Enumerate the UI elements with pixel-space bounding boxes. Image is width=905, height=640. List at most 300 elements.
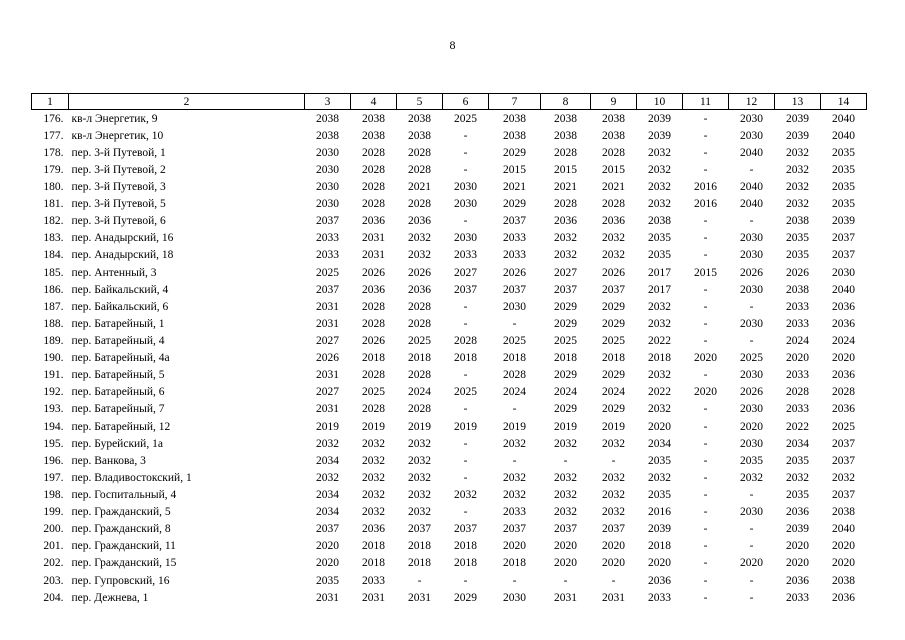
- year-cell: -: [703, 369, 708, 382]
- year-cell: 2032: [786, 471, 809, 484]
- year-cell: 2020: [648, 420, 671, 433]
- year-cell: 2024: [786, 334, 809, 347]
- year-cell: -: [703, 420, 708, 433]
- year-cell: 2032: [503, 437, 526, 450]
- year-cell: 2040: [832, 283, 855, 296]
- year-cell: 2030: [832, 266, 855, 279]
- year-cell: 2038: [316, 129, 339, 142]
- year-cell: -: [703, 334, 708, 347]
- year-cell: 2032: [602, 506, 625, 519]
- address-cell: пер. Ванкова, 3: [71, 454, 146, 467]
- year-cell: 2035: [832, 163, 855, 176]
- address-cell: пер. Гупровский, 16: [71, 574, 170, 587]
- year-cell: 2032: [786, 163, 809, 176]
- address-cell: пер. Батарейный, 4: [71, 334, 165, 347]
- year-cell: 2020: [316, 540, 339, 553]
- year-cell: 2028: [362, 403, 385, 416]
- address-cell: пер. Анадырский, 16: [71, 232, 174, 245]
- year-cell: 2036: [832, 317, 855, 330]
- year-cell: 2025: [408, 334, 431, 347]
- year-cell: 2025: [554, 334, 577, 347]
- year-cell: 2033: [316, 232, 339, 245]
- year-cell: -: [463, 454, 468, 467]
- year-cell: 2022: [786, 420, 809, 433]
- year-cell: 2038: [786, 215, 809, 228]
- table-row: [32, 538, 867, 555]
- year-cell: 2037: [408, 523, 431, 536]
- year-cell: -: [703, 506, 708, 519]
- year-cell: 2039: [648, 112, 671, 125]
- year-cell: 2028: [362, 369, 385, 382]
- year-cell: 2037: [454, 283, 477, 296]
- year-cell: 2032: [832, 471, 855, 484]
- year-cell: 2032: [602, 437, 625, 450]
- year-cell: -: [463, 129, 468, 142]
- year-cell: 2027: [454, 266, 477, 279]
- year-cell: 2034: [786, 437, 809, 450]
- year-cell: 2021: [602, 180, 625, 193]
- address-cell: пер. Батарейный, 7: [71, 403, 165, 416]
- year-cell: 2039: [832, 215, 855, 228]
- year-cell: 2031: [316, 300, 339, 313]
- year-cell: 2032: [362, 454, 385, 467]
- year-cell: 2020: [554, 557, 577, 570]
- year-cell: -: [749, 591, 754, 604]
- year-cell: 2024: [408, 386, 431, 399]
- year-cell: 2035: [648, 232, 671, 245]
- year-cell: 2027: [554, 266, 577, 279]
- year-cell: 2021: [554, 180, 577, 193]
- year-cell: 2035: [786, 488, 809, 501]
- year-cell: -: [703, 300, 708, 313]
- year-cell: 2038: [648, 215, 671, 228]
- year-cell: 2037: [602, 283, 625, 296]
- year-cell: 2033: [454, 249, 477, 262]
- year-cell: 2020: [503, 540, 526, 553]
- year-cell: 2028: [362, 300, 385, 313]
- table-row: [32, 230, 867, 247]
- address-cell: пер. 3-й Путевой, 6: [71, 215, 166, 228]
- year-cell: 2025: [740, 352, 763, 365]
- year-cell: -: [463, 369, 468, 382]
- table-row: [32, 196, 867, 213]
- year-cell: 2038: [408, 112, 431, 125]
- year-cell: 2028: [554, 198, 577, 211]
- year-cell: 2033: [503, 506, 526, 519]
- year-cell: 2018: [362, 540, 385, 553]
- column-header-3: 3: [305, 94, 351, 110]
- year-cell: -: [703, 437, 708, 450]
- address-cell: пер. Батарейный, 4а: [71, 352, 170, 365]
- year-cell: 2032: [648, 403, 671, 416]
- year-cell: 2032: [648, 317, 671, 330]
- address-cell: пер. Госпитальный, 4: [71, 488, 177, 501]
- year-cell: 2038: [316, 112, 339, 125]
- year-cell: 2038: [832, 574, 855, 587]
- row-number-cell: 181.: [43, 198, 64, 211]
- column-header-13: 13: [775, 94, 821, 110]
- year-cell: 2018: [454, 352, 477, 365]
- row-number-cell: 198.: [43, 488, 64, 501]
- year-cell: 2015: [694, 266, 717, 279]
- year-cell: 2032: [362, 488, 385, 501]
- year-cell: 2032: [648, 471, 671, 484]
- year-cell: 2032: [602, 249, 625, 262]
- year-cell: 2031: [362, 232, 385, 245]
- column-header-6: 6: [443, 94, 489, 110]
- year-cell: 2028: [362, 163, 385, 176]
- year-cell: 2035: [648, 488, 671, 501]
- year-cell: 2028: [454, 334, 477, 347]
- year-cell: 2035: [316, 574, 339, 587]
- year-cell: 2040: [832, 129, 855, 142]
- year-cell: -: [463, 437, 468, 450]
- year-cell: 2030: [316, 198, 339, 211]
- address-cell: пер. Бурейский, 1а: [71, 437, 163, 450]
- year-cell: 2032: [648, 300, 671, 313]
- year-cell: -: [463, 215, 468, 228]
- row-number-cell: 194.: [43, 420, 64, 433]
- year-cell: 2037: [503, 215, 526, 228]
- year-cell: 2032: [786, 146, 809, 159]
- year-cell: -: [703, 129, 708, 142]
- year-cell: 2032: [786, 180, 809, 193]
- year-cell: 2017: [648, 266, 671, 279]
- year-cell: 2029: [554, 403, 577, 416]
- year-cell: 2034: [316, 454, 339, 467]
- year-cell: 2028: [832, 386, 855, 399]
- address-cell: пер. Батарейный, 12: [71, 420, 171, 433]
- year-cell: 2036: [362, 523, 385, 536]
- year-cell: 2032: [408, 506, 431, 519]
- table-row: [32, 452, 867, 469]
- year-cell: 2026: [362, 266, 385, 279]
- year-cell: 2031: [316, 403, 339, 416]
- year-cell: 2037: [454, 523, 477, 536]
- table-row: [32, 264, 867, 281]
- year-cell: 2037: [503, 523, 526, 536]
- year-cell: -: [703, 403, 708, 416]
- year-cell: 2030: [740, 249, 763, 262]
- year-cell: 2033: [786, 591, 809, 604]
- year-cell: 2033: [786, 300, 809, 313]
- table-row: [32, 401, 867, 418]
- column-header-7: 7: [489, 94, 541, 110]
- year-cell: 2019: [602, 420, 625, 433]
- year-cell: 2032: [602, 488, 625, 501]
- year-cell: 2031: [554, 591, 577, 604]
- row-number-cell: 182.: [43, 215, 64, 228]
- year-cell: 2016: [648, 506, 671, 519]
- year-cell: -: [703, 591, 708, 604]
- year-cell: 2030: [740, 283, 763, 296]
- year-cell: -: [703, 232, 708, 245]
- year-cell: 2032: [554, 506, 577, 519]
- table-row: [32, 589, 867, 606]
- year-cell: 2036: [408, 215, 431, 228]
- table-row: [32, 298, 867, 315]
- year-cell: 2018: [362, 557, 385, 570]
- column-header-10: 10: [637, 94, 683, 110]
- year-cell: 2015: [503, 163, 526, 176]
- year-cell: 2025: [602, 334, 625, 347]
- year-cell: 2038: [832, 506, 855, 519]
- year-cell: 2030: [454, 198, 477, 211]
- year-cell: 2019: [554, 420, 577, 433]
- year-cell: 2032: [408, 437, 431, 450]
- year-cell: 2030: [740, 317, 763, 330]
- year-cell: 2035: [786, 249, 809, 262]
- year-cell: 2035: [786, 454, 809, 467]
- year-cell: 2037: [832, 232, 855, 245]
- year-cell: 2035: [786, 232, 809, 245]
- year-cell: 2020: [554, 540, 577, 553]
- year-cell: -: [417, 574, 422, 587]
- year-cell: 2039: [648, 129, 671, 142]
- year-cell: -: [703, 215, 708, 228]
- year-cell: 2032: [554, 471, 577, 484]
- year-cell: 2019: [454, 420, 477, 433]
- year-cell: 2032: [648, 198, 671, 211]
- year-cell: 2039: [786, 112, 809, 125]
- row-number-cell: 176.: [43, 112, 64, 125]
- column-header-14: 14: [821, 94, 867, 110]
- year-cell: 2036: [832, 591, 855, 604]
- row-number-cell: 200.: [43, 523, 64, 536]
- year-cell: 2020: [832, 352, 855, 365]
- year-cell: -: [749, 300, 754, 313]
- year-cell: 2029: [554, 300, 577, 313]
- table-row: [32, 435, 867, 452]
- year-cell: 2024: [602, 386, 625, 399]
- year-cell: 2039: [648, 523, 671, 536]
- year-cell: 2028: [408, 403, 431, 416]
- year-cell: 2038: [362, 112, 385, 125]
- year-cell: 2018: [454, 557, 477, 570]
- year-cell: -: [703, 163, 708, 176]
- year-cell: 2036: [602, 215, 625, 228]
- year-cell: 2032: [602, 232, 625, 245]
- year-cell: 2032: [648, 369, 671, 382]
- year-cell: -: [463, 317, 468, 330]
- address-cell: пер. 3-й Путевой, 1: [71, 146, 166, 159]
- year-cell: 2029: [554, 369, 577, 382]
- year-cell: 2035: [832, 198, 855, 211]
- year-cell: -: [703, 454, 708, 467]
- year-cell: 2031: [362, 591, 385, 604]
- year-cell: 2029: [554, 317, 577, 330]
- address-cell: кв-л Энергетик, 9: [71, 112, 158, 125]
- year-cell: 2030: [740, 112, 763, 125]
- year-cell: 2020: [786, 352, 809, 365]
- table-row: [32, 178, 867, 195]
- year-cell: 2032: [362, 506, 385, 519]
- year-cell: 2026: [786, 266, 809, 279]
- year-cell: -: [703, 283, 708, 296]
- year-cell: -: [512, 403, 517, 416]
- year-cell: -: [703, 540, 708, 553]
- year-cell: 2032: [740, 471, 763, 484]
- table-row: [32, 572, 867, 589]
- year-cell: 2037: [316, 215, 339, 228]
- year-cell: -: [463, 163, 468, 176]
- year-cell: 2032: [602, 471, 625, 484]
- table-row: [32, 110, 867, 128]
- row-number-cell: 184.: [43, 249, 64, 262]
- year-cell: 2018: [503, 352, 526, 365]
- year-cell: 2029: [602, 317, 625, 330]
- year-cell: 2028: [408, 198, 431, 211]
- table-row: [32, 127, 867, 144]
- year-cell: -: [463, 471, 468, 484]
- year-cell: -: [703, 557, 708, 570]
- row-number-cell: 179.: [43, 163, 64, 176]
- year-cell: 2034: [316, 488, 339, 501]
- table-row: [32, 350, 867, 367]
- year-cell: 2026: [740, 386, 763, 399]
- address-cell: пер. Гражданский, 15: [71, 557, 177, 570]
- column-header-11: 11: [683, 94, 729, 110]
- year-cell: -: [749, 215, 754, 228]
- year-cell: 2037: [832, 437, 855, 450]
- year-cell: 2028: [554, 146, 577, 159]
- year-cell: -: [749, 540, 754, 553]
- year-cell: -: [703, 488, 708, 501]
- year-cell: 2031: [362, 249, 385, 262]
- year-cell: 2030: [503, 591, 526, 604]
- year-cell: 2019: [316, 420, 339, 433]
- address-cell: пер. Гражданский, 11: [71, 540, 176, 553]
- year-cell: 2018: [503, 557, 526, 570]
- year-cell: 2036: [554, 215, 577, 228]
- year-cell: 2030: [740, 437, 763, 450]
- year-cell: 2035: [648, 454, 671, 467]
- year-cell: -: [512, 454, 517, 467]
- year-cell: -: [463, 506, 468, 519]
- year-cell: 2022: [648, 334, 671, 347]
- year-cell: 2024: [503, 386, 526, 399]
- table-row: [32, 213, 867, 230]
- year-cell: -: [749, 334, 754, 347]
- row-number-cell: 193.: [43, 403, 64, 416]
- year-cell: 2027: [316, 386, 339, 399]
- table-row: [32, 144, 867, 161]
- year-cell: 2030: [316, 163, 339, 176]
- year-cell: 2034: [648, 437, 671, 450]
- year-cell: 2036: [362, 215, 385, 228]
- year-cell: 2031: [316, 591, 339, 604]
- row-number-cell: 180.: [43, 180, 64, 193]
- year-cell: 2018: [362, 352, 385, 365]
- row-number-cell: 196.: [43, 454, 64, 467]
- column-header-5: 5: [397, 94, 443, 110]
- address-cell: кв-л Энергетик, 10: [71, 129, 164, 142]
- year-cell: 2029: [602, 369, 625, 382]
- year-cell: 2033: [362, 574, 385, 587]
- year-cell: 2038: [554, 112, 577, 125]
- table-row: [32, 469, 867, 486]
- year-cell: 2036: [362, 283, 385, 296]
- year-cell: 2037: [554, 283, 577, 296]
- year-cell: -: [703, 574, 708, 587]
- table-row: [32, 161, 867, 178]
- column-header-4: 4: [351, 94, 397, 110]
- year-cell: 2038: [503, 112, 526, 125]
- year-cell: 2032: [454, 488, 477, 501]
- year-cell: 2032: [554, 437, 577, 450]
- year-cell: 2030: [740, 232, 763, 245]
- year-cell: 2030: [316, 146, 339, 159]
- year-cell: 2034: [316, 506, 339, 519]
- year-cell: 2021: [408, 180, 431, 193]
- year-cell: 2020: [832, 540, 855, 553]
- address-cell: пер. Дежнева, 1: [71, 591, 149, 604]
- year-cell: 2030: [740, 129, 763, 142]
- table-row: [32, 504, 867, 521]
- page-number: 8: [449, 38, 456, 52]
- table-row: [32, 247, 867, 264]
- year-cell: 2037: [316, 523, 339, 536]
- year-cell: 2018: [454, 540, 477, 553]
- year-cell: 2040: [832, 112, 855, 125]
- year-cell: 2018: [408, 540, 431, 553]
- year-cell: 2026: [362, 334, 385, 347]
- year-cell: 2035: [832, 180, 855, 193]
- year-cell: 2037: [554, 523, 577, 536]
- year-cell: 2032: [786, 198, 809, 211]
- year-cell: 2036: [832, 403, 855, 416]
- row-number-cell: 190.: [43, 352, 64, 365]
- year-cell: 2030: [740, 506, 763, 519]
- year-cell: 2018: [408, 557, 431, 570]
- year-cell: -: [563, 574, 568, 587]
- year-cell: 2030: [740, 403, 763, 416]
- year-cell: 2032: [316, 437, 339, 450]
- year-cell: 2025: [316, 266, 339, 279]
- table-row: [32, 486, 867, 503]
- year-cell: 2036: [832, 300, 855, 313]
- year-cell: 2028: [408, 300, 431, 313]
- year-cell: -: [611, 574, 616, 587]
- year-cell: 2032: [554, 249, 577, 262]
- year-cell: 2032: [648, 146, 671, 159]
- year-cell: 2028: [408, 146, 431, 159]
- year-cell: -: [611, 454, 616, 467]
- year-cell: 2028: [786, 386, 809, 399]
- year-cell: 2031: [316, 369, 339, 382]
- year-cell: 2025: [454, 386, 477, 399]
- year-cell: 2028: [408, 163, 431, 176]
- year-cell: -: [463, 403, 468, 416]
- year-cell: 2022: [648, 386, 671, 399]
- year-cell: 2028: [602, 146, 625, 159]
- year-cell: 2036: [786, 574, 809, 587]
- address-cell: пер. 3-й Путевой, 3: [71, 180, 166, 193]
- year-cell: 2026: [503, 266, 526, 279]
- row-number-cell: 195.: [43, 437, 64, 450]
- year-cell: -: [512, 317, 517, 330]
- year-cell: 2037: [832, 454, 855, 467]
- year-cell: 2019: [362, 420, 385, 433]
- row-number-cell: 178.: [43, 146, 64, 159]
- row-number-cell: 186.: [43, 283, 64, 296]
- year-cell: 2029: [602, 403, 625, 416]
- year-cell: -: [703, 112, 708, 125]
- row-number-cell: 183.: [43, 232, 64, 245]
- year-cell: 2025: [503, 334, 526, 347]
- address-cell: пер. Гражданский, 8: [71, 523, 171, 536]
- year-cell: 2033: [786, 369, 809, 382]
